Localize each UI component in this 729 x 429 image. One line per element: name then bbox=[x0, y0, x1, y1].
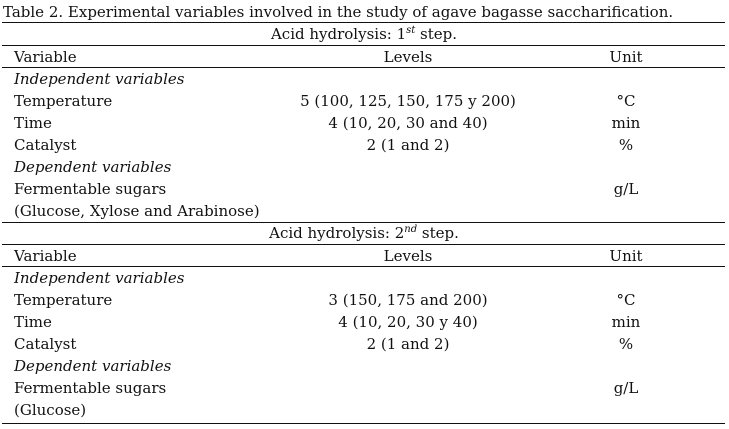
section-2-title-text: Acid hydrolysis: 2 bbox=[269, 224, 405, 242]
table-row-unit: g/L bbox=[613, 180, 639, 198]
table-row-levels: 4 (10, 20, 30 and 40) bbox=[328, 114, 488, 132]
section-2-header-rule bbox=[2, 266, 725, 267]
table-row-variable: Time bbox=[14, 313, 52, 331]
table-row-unit: min bbox=[611, 313, 641, 331]
table-row-variable: Time bbox=[14, 114, 52, 132]
table-row-unit: °C bbox=[616, 92, 636, 110]
section-1-independent-label: Independent variables bbox=[14, 70, 185, 88]
section-1-title-sup: st bbox=[406, 25, 416, 36]
table-row-levels: 4 (10, 20, 30 y 40) bbox=[338, 313, 478, 331]
table-row-unit: % bbox=[618, 136, 634, 154]
section-2-title bbox=[269, 223, 459, 246]
table-row-variable: Catalyst bbox=[14, 335, 77, 353]
section-2-rule bbox=[2, 244, 725, 245]
section-1-rule bbox=[2, 45, 725, 46]
section-1-dependent-label: Dependent variables bbox=[14, 158, 172, 176]
section-1-title bbox=[271, 24, 457, 47]
section-1-title-suffix: step. bbox=[415, 25, 458, 43]
col-header-unit: Unit bbox=[609, 48, 643, 66]
table-row-variable: Fermentable sugars bbox=[14, 180, 167, 198]
section-1-title-text: Acid hydrolysis: 1 bbox=[270, 25, 407, 43]
table-row-levels: 5 (100, 125, 150, 175 y 200) bbox=[300, 92, 516, 110]
col-header-unit: Unit bbox=[609, 247, 643, 265]
table-row-variable: Fermentable sugars bbox=[14, 379, 167, 397]
table-row-levels: 3 (150, 175 and 200) bbox=[328, 291, 488, 309]
section-2-independent-label: Independent variables bbox=[14, 269, 185, 287]
col-header-variable: Variable bbox=[14, 48, 77, 66]
bottom-rule bbox=[2, 423, 725, 424]
table-row-detail: (Glucose) bbox=[14, 401, 87, 419]
section-2-title-sup: nd bbox=[404, 224, 418, 235]
table-row-unit: % bbox=[618, 335, 634, 353]
table-row-variable: Catalyst bbox=[14, 136, 77, 154]
col-header-variable: Variable bbox=[14, 247, 77, 265]
table-row-variable: Temperature bbox=[14, 291, 113, 309]
table-row-unit: min bbox=[611, 114, 641, 132]
table-row-unit: g/L bbox=[613, 379, 639, 397]
section-1-header-rule bbox=[2, 67, 725, 68]
section-2-dependent-label: Dependent variables bbox=[14, 357, 172, 375]
section-2-title-suffix: step. bbox=[417, 224, 459, 242]
table-caption: Table 2. Experimental variables involved in the study of agave bagasse saccharification. bbox=[3, 3, 674, 21]
table-row-unit: °C bbox=[616, 291, 636, 309]
table-row-levels: 2 (1 and 2) bbox=[366, 136, 450, 154]
table-row-detail: (Glucose, Xylose and Arabinose) bbox=[14, 202, 260, 220]
table-row-levels: 2 (1 and 2) bbox=[366, 335, 450, 353]
col-header-levels: Levels bbox=[383, 48, 433, 66]
table-row-variable: Temperature bbox=[14, 92, 113, 110]
top-rule bbox=[2, 22, 725, 23]
col-header-levels: Levels bbox=[383, 247, 433, 265]
